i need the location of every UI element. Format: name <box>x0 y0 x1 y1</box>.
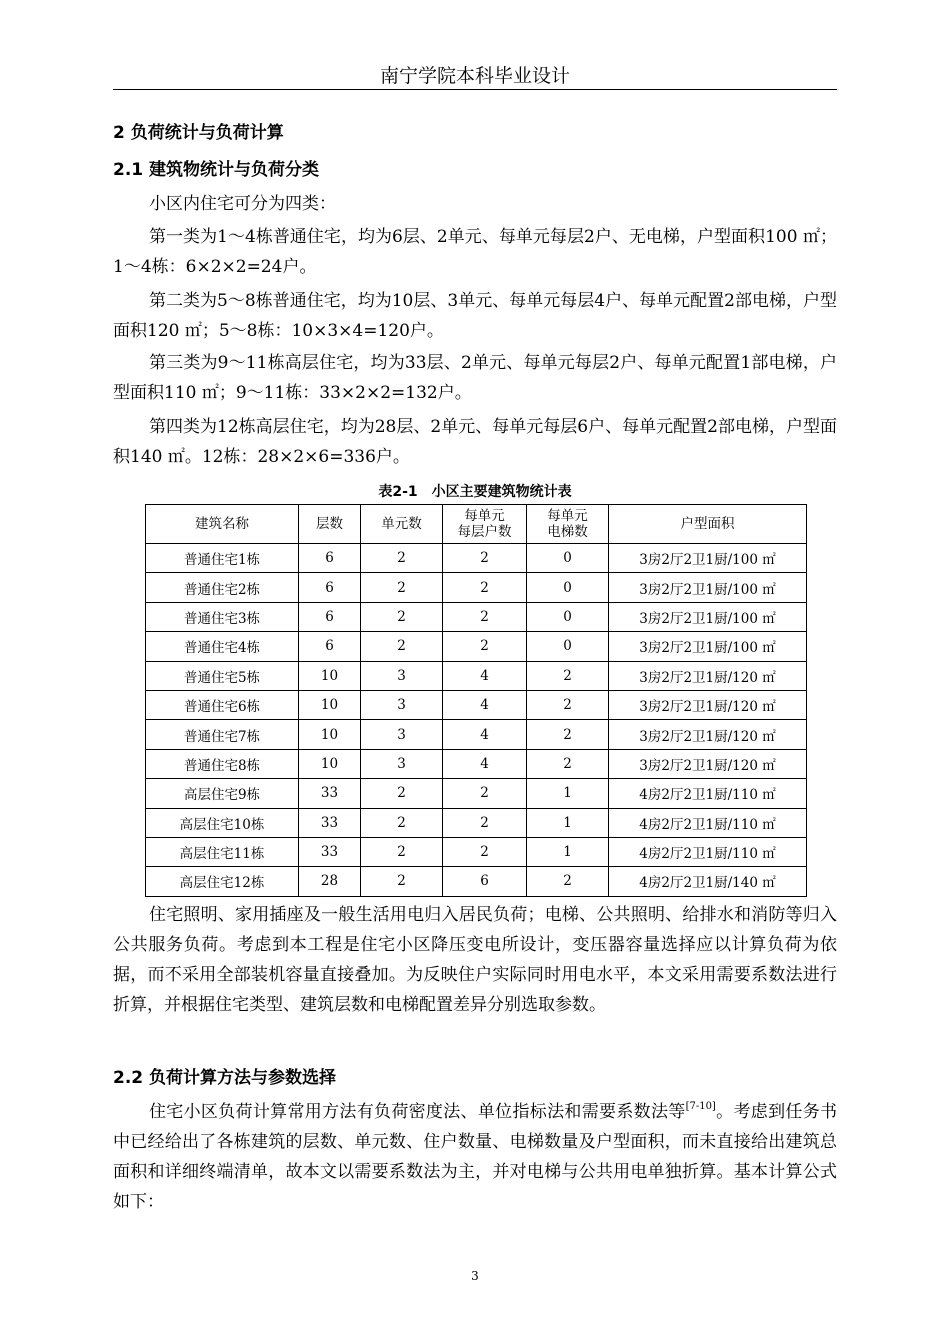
cell-unit-area: 4房2厅2卫1厨/110 ㎡ <box>609 837 807 866</box>
cell-units: 2 <box>361 544 443 573</box>
cell-households: 4 <box>443 720 527 749</box>
class2-paragraph: 第二类为5～8栋普通住宅，均为10层、3单元、每单元每层4户、每单元配置2部电梯，户型面积120 ㎡；5～8栋：10×3×4=120户。 <box>113 291 837 341</box>
cell-unit-area: 3房2厅2卫1厨/120 ㎡ <box>609 661 807 690</box>
class3-paragraph: 第三类为9～11栋高层住宅，均为33层、2单元、每单元每层2户、每单元配置1部电梯，户型面积110 ㎡；9～11栋：33×2×2=132户。 <box>113 353 837 403</box>
table-row <box>146 690 807 719</box>
load-classification-paragraph: 住宅照明、家用插座及一般生活用电归入居民负荷；电梯、公共照明、给排水和消防等归入公共服务负荷。考虑到本工程是住宅小区降压变电所设计，变压器容量选择应以计算负荷为依据，而不采用全部装机容量直接叠加。为反映住户实际同时用电水平，本文采用需要系数法进行折算，并根据住宅类型、建筑层数和电梯配置差异分别选取参数。 <box>113 905 837 1015</box>
header-households-per-floor: 每单元 每层户数 <box>443 505 527 544</box>
cell-building-name: 普通住宅2栋 <box>146 573 299 602</box>
class1-paragraph: 第一类为1～4栋普通住宅，均为6层、2单元、每单元每层2户、无电梯，户型面积100 ㎡；1～4栋：6×2×2=24户。 <box>113 227 837 277</box>
method-text-end: 。考虑到任务书中已经给出了各栋建筑的层数、单元数、住户数量、电梯数量及户型面积，而未直接给出建筑总面积和详细终端清单，故本文以需要系数法为主，并对电梯与公共用电单独折算。基本计算公式如下： <box>113 1102 838 1212</box>
section-heading-2-2: 2.2 负荷计算方法与参数选择 <box>113 1068 337 1088</box>
cell-building-name: 普通住宅3栋 <box>146 602 299 631</box>
cell-floors: 10 <box>299 720 361 749</box>
class4-paragraph: 第四类为12栋高层住宅，均为28层、2单元、每单元每层6户、每单元配置2部电梯，户型面积140 ㎡。12栋：28×2×6=336户。 <box>113 417 837 467</box>
cell-households: 2 <box>443 602 527 631</box>
table-row <box>146 720 807 749</box>
header-floors: 层数 <box>299 505 361 544</box>
cell-households: 2 <box>443 544 527 573</box>
cell-elevators: 0 <box>527 544 609 573</box>
cell-floors: 10 <box>299 749 361 778</box>
cell-elevators: 1 <box>527 808 609 837</box>
cell-elevators: 2 <box>527 867 609 896</box>
cell-elevators: 2 <box>527 749 609 778</box>
cell-households: 4 <box>443 749 527 778</box>
cell-building-name: 普通住宅1栋 <box>146 544 299 573</box>
cell-units: 2 <box>361 602 443 631</box>
cell-elevators: 1 <box>527 779 609 808</box>
cell-elevators: 2 <box>527 720 609 749</box>
cell-building-name: 高层住宅9栋 <box>146 779 299 808</box>
cell-unit-area: 4房2厅2卫1厨/140 ㎡ <box>609 867 807 896</box>
section-heading-2-1: 2.1 建筑物统计与负荷分类 <box>113 160 320 180</box>
cell-floors: 6 <box>299 573 361 602</box>
cell-floors: 28 <box>299 867 361 896</box>
page-number: 3 <box>471 1269 479 1283</box>
cell-floors: 33 <box>299 808 361 837</box>
cell-elevators: 1 <box>527 837 609 866</box>
cell-units: 3 <box>361 720 443 749</box>
header-units: 单元数 <box>361 505 443 544</box>
cell-floors: 6 <box>299 602 361 631</box>
cell-floors: 6 <box>299 544 361 573</box>
cell-building-name: 高层住宅11栋 <box>146 837 299 866</box>
cell-unit-area: 3房2厅2卫1厨/100 ㎡ <box>609 573 807 602</box>
intro-paragraph: 小区内住宅可分为四类： <box>149 194 336 214</box>
cell-floors: 10 <box>299 661 361 690</box>
cell-building-name: 普通住宅6栋 <box>146 690 299 719</box>
cell-households: 6 <box>443 867 527 896</box>
cell-households: 2 <box>443 808 527 837</box>
table-caption: 表2-1 小区主要建筑物统计表 <box>378 484 572 500</box>
cell-floors: 33 <box>299 837 361 866</box>
cell-building-name: 普通住宅4栋 <box>146 632 299 661</box>
table-row <box>146 573 807 602</box>
header-unit-area: 户型面积 <box>609 505 807 544</box>
chapter-heading: 2 负荷统计与负荷计算 <box>113 123 284 143</box>
cell-households: 2 <box>443 837 527 866</box>
header-elevators-per-unit: 每单元 电梯数 <box>527 505 609 544</box>
table-row <box>146 602 807 631</box>
cell-households: 2 <box>443 779 527 808</box>
cell-building-name: 普通住宅8栋 <box>146 749 299 778</box>
cell-elevators: 2 <box>527 661 609 690</box>
table-row <box>146 867 807 896</box>
header-building-name: 建筑名称 <box>146 505 299 544</box>
table-row <box>146 544 807 573</box>
cell-unit-area: 3房2厅2卫1厨/100 ㎡ <box>609 544 807 573</box>
table-row <box>146 749 807 778</box>
cell-households: 4 <box>443 690 527 719</box>
cell-floors: 10 <box>299 690 361 719</box>
table-row <box>146 632 807 661</box>
cell-units: 2 <box>361 808 443 837</box>
citation-reference[interactable]: [7-10] <box>685 1101 716 1112</box>
cell-unit-area: 3房2厅2卫1厨/100 ㎡ <box>609 602 807 631</box>
cell-elevators: 0 <box>527 602 609 631</box>
method-paragraph <box>113 1097 837 1217</box>
cell-unit-area: 3房2厅2卫1厨/100 ㎡ <box>609 632 807 661</box>
cell-building-name: 高层住宅12栋 <box>146 867 299 896</box>
building-stats-table <box>145 504 807 897</box>
cell-units: 3 <box>361 690 443 719</box>
page-header: 南宁学院本科毕业设计 <box>113 62 837 90</box>
cell-households: 4 <box>443 661 527 690</box>
cell-units: 2 <box>361 779 443 808</box>
cell-units: 3 <box>361 661 443 690</box>
table-row <box>146 837 807 866</box>
cell-unit-area: 4房2厅2卫1厨/110 ㎡ <box>609 779 807 808</box>
table-row <box>146 808 807 837</box>
table-header-row <box>146 505 807 544</box>
cell-unit-area: 4房2厅2卫1厨/110 ㎡ <box>609 808 807 837</box>
cell-building-name: 普通住宅5栋 <box>146 661 299 690</box>
cell-elevators: 2 <box>527 690 609 719</box>
cell-units: 2 <box>361 573 443 602</box>
cell-building-name: 高层住宅10栋 <box>146 808 299 837</box>
cell-floors: 6 <box>299 632 361 661</box>
method-text-start: 住宅小区负荷计算常用方法有负荷密度法、单位指标法和需要系数法等 <box>149 1102 686 1122</box>
table-row <box>146 661 807 690</box>
cell-units: 2 <box>361 837 443 866</box>
cell-elevators: 0 <box>527 573 609 602</box>
table-row <box>146 779 807 808</box>
cell-elevators: 0 <box>527 632 609 661</box>
cell-households: 2 <box>443 573 527 602</box>
cell-unit-area: 3房2厅2卫1厨/120 ㎡ <box>609 749 807 778</box>
cell-units: 2 <box>361 632 443 661</box>
cell-building-name: 普通住宅7栋 <box>146 720 299 749</box>
cell-units: 2 <box>361 867 443 896</box>
cell-unit-area: 3房2厅2卫1厨/120 ㎡ <box>609 690 807 719</box>
cell-floors: 33 <box>299 779 361 808</box>
cell-unit-area: 3房2厅2卫1厨/120 ㎡ <box>609 720 807 749</box>
cell-households: 2 <box>443 632 527 661</box>
cell-units: 3 <box>361 749 443 778</box>
